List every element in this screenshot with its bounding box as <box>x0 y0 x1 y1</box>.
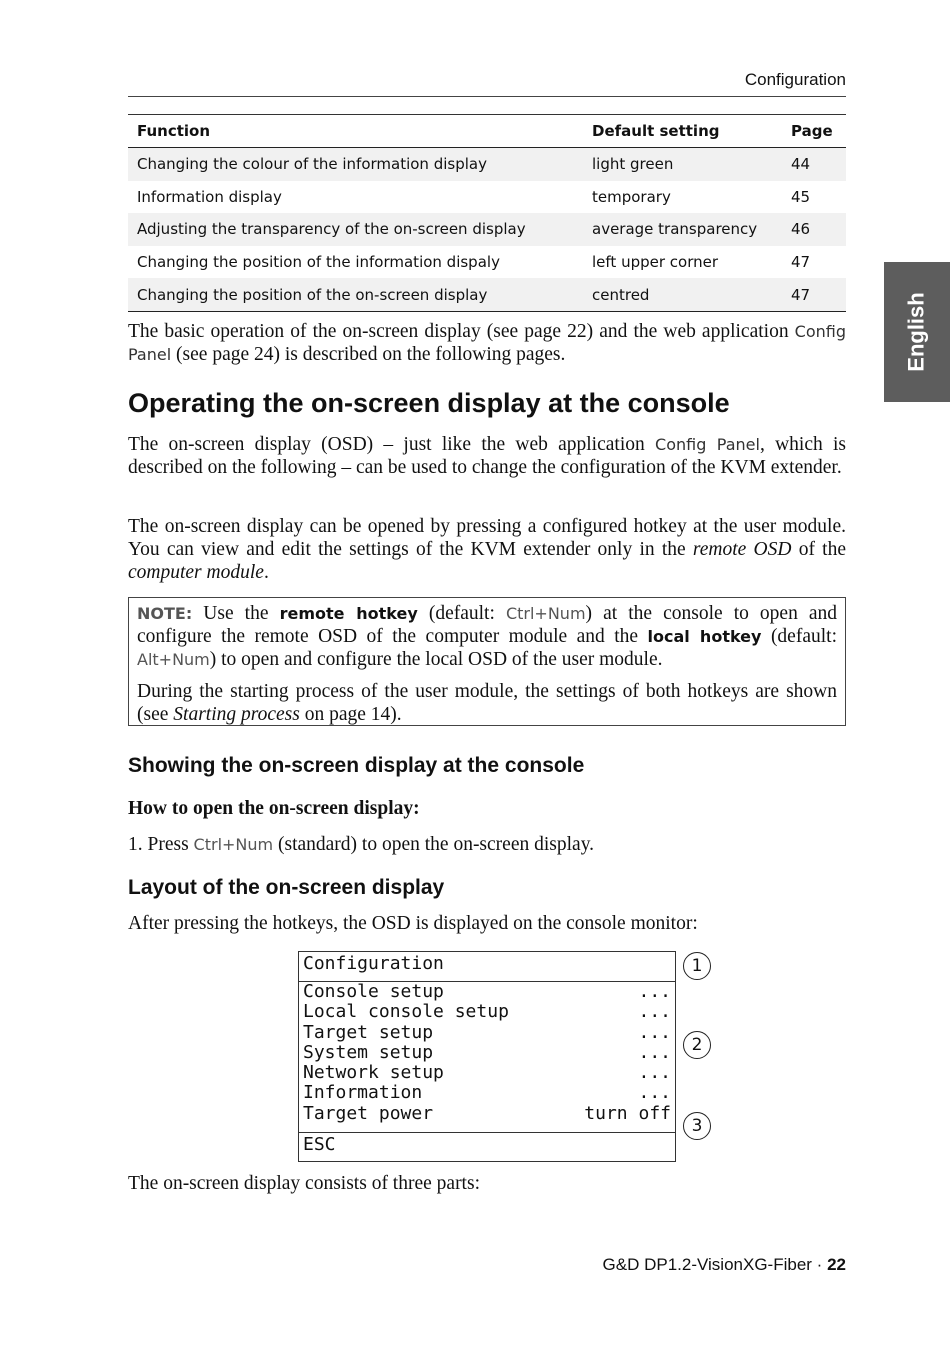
hotkey-text: The on-screen display can be opened by pressing a configured hotkey at the user module. You can view and edit the settings of the KVM extender only in the <box>128 516 846 560</box>
intro-text-end: (see page 24) is described on the following pages. <box>176 344 566 365</box>
remote-hotkey-term: remote hotkey <box>279 604 418 623</box>
note-text: ) at the console to open and configure the remote OSD of the computer module and the <box>137 603 838 647</box>
hotkey-paragraph <box>128 515 846 584</box>
note-text: ) to open and configure the local OSD of the user module. <box>209 649 663 670</box>
table-cell: Information display <box>137 187 282 206</box>
note-text: on page 14). <box>304 704 402 725</box>
layout-intro: After pressing the hotkeys, the OSD is displayed on the console monitor: <box>128 913 698 934</box>
footer-product: G&D DP1.2-VisionXG-Fiber · <box>602 1255 823 1274</box>
step-text-end: (standard) to open the on-screen display. <box>278 834 595 855</box>
osd-menu-item <box>303 1043 671 1063</box>
table-header-row <box>128 115 846 148</box>
osd-menu-list <box>299 982 675 1133</box>
note-label: NOTE: <box>137 604 193 623</box>
intro-paragraph <box>128 320 846 366</box>
table-row <box>128 213 846 246</box>
intro-text: The basic operation of the on-screen display (see page 22) and the web application <box>128 321 789 342</box>
table-cell: Adjusting the transparency of the on-screen display <box>128 213 583 246</box>
table-cell: 44 <box>782 148 846 181</box>
header-section: Configuration <box>744 70 846 89</box>
howto-heading: How to open the on-screen display: <box>128 798 420 819</box>
osd-footer: ESC <box>303 1134 336 1155</box>
settings-table <box>128 114 846 312</box>
osd-item-label: Target power <box>303 1102 434 1124</box>
remote-osd-term: remote OSD <box>692 539 792 560</box>
osd-intro-paragraph <box>128 433 846 479</box>
hotkey-text-mid: of the <box>798 539 847 560</box>
step-hotkey: Ctrl+Num <box>193 835 274 854</box>
config-panel-term: Config Panel <box>655 435 760 454</box>
page-footer <box>128 1255 846 1275</box>
section-heading-layout: Layout of the on-screen display <box>128 876 445 899</box>
note-text: During the starting process of the user module, the settings of both hotkeys are shown (see <box>137 681 837 725</box>
osd-item-label: Console setup <box>303 981 444 1002</box>
osd-item-label: Network setup <box>303 1062 444 1084</box>
osd-menu-item <box>303 1002 671 1022</box>
osd-menu-item <box>303 982 671 1002</box>
starting-process-ref: Starting process <box>173 704 300 725</box>
note-paragraph <box>137 602 837 671</box>
osd-item-value: ... <box>638 1001 671 1023</box>
column-header: Page <box>782 115 846 148</box>
table-cell: Changing the colour of the information display <box>128 148 583 181</box>
note-text: (default: <box>770 626 837 647</box>
table-cell: average transparency <box>583 213 782 246</box>
osd-menu-item <box>303 1063 671 1083</box>
table-row <box>128 181 846 214</box>
osd-mockup <box>298 951 676 1162</box>
osd-parts-intro: The on-screen display consists of three parts: <box>128 1173 480 1194</box>
section-heading-showing: Showing the on-screen display at the console <box>128 754 585 777</box>
osd-menu-item <box>303 1023 671 1043</box>
language-tab-label: English <box>904 292 930 372</box>
step-number: 1. <box>128 834 143 855</box>
osd-item-value: ... <box>638 1041 671 1063</box>
table-cell: 47 <box>791 253 811 272</box>
config-panel-term: Config Panel <box>128 322 847 364</box>
hotkey-text-end: . <box>263 562 269 583</box>
table-cell: Changing the position of the information dispaly <box>137 253 500 272</box>
running-header <box>128 70 846 97</box>
callout-2-icon: 2 <box>683 1031 711 1059</box>
osd-menu-item <box>303 1104 671 1124</box>
osd-item-label: Information <box>303 1082 423 1104</box>
table-row <box>128 246 846 279</box>
note-paragraph-2 <box>137 680 837 726</box>
osd-item-label: Local console setup <box>303 1001 509 1023</box>
osd-title: Configuration <box>299 952 675 982</box>
note-text: Use the <box>203 603 269 624</box>
column-header: Default setting <box>583 115 782 148</box>
osd-item-value: turn off <box>584 1102 671 1124</box>
osd-item-value: ... <box>638 1082 671 1104</box>
osd-item-value: ... <box>638 1021 671 1043</box>
local-hotkey-term: local hotkey <box>647 627 762 646</box>
local-hotkey-default: Alt+Num <box>137 650 210 669</box>
table-cell: 46 <box>782 213 846 246</box>
column-header: Function <box>128 115 583 148</box>
section-heading-operating: Operating the on-screen display at the console <box>128 388 730 418</box>
step-text: Press <box>147 834 189 855</box>
osd-item-label: Target setup <box>303 1021 434 1043</box>
note-box <box>128 597 846 726</box>
table-cell: light green <box>583 148 782 181</box>
step-1 <box>128 833 846 856</box>
computer-module-term: computer module <box>128 562 264 583</box>
table-row <box>128 278 846 311</box>
osd-menu-item <box>303 1083 671 1103</box>
table-cell: centred <box>583 278 782 311</box>
table-row <box>128 148 846 181</box>
callout-1-icon: 1 <box>683 952 711 980</box>
osd-item-value: ... <box>638 1062 671 1084</box>
osd-intro-text-end: , which is described on the following – can be used to change the configuration of the KVM extender. <box>128 434 847 478</box>
remote-hotkey-default: Ctrl+Num <box>505 604 586 623</box>
table-cell: Changing the position of the on-screen display <box>128 278 583 311</box>
table-cell: left upper corner <box>592 253 719 272</box>
note-text: (default: <box>428 603 495 624</box>
osd-item-label: System setup <box>303 1041 434 1063</box>
table-cell: 47 <box>782 278 846 311</box>
page-number: 22 <box>827 1255 846 1274</box>
language-tab <box>884 262 950 402</box>
table-cell: 45 <box>791 187 811 206</box>
table-cell: temporary <box>592 187 671 206</box>
osd-item-value: ... <box>638 981 671 1002</box>
osd-intro-text: The on-screen display (OSD) – just like the web application <box>128 434 645 455</box>
callout-3-icon: 3 <box>683 1112 711 1140</box>
